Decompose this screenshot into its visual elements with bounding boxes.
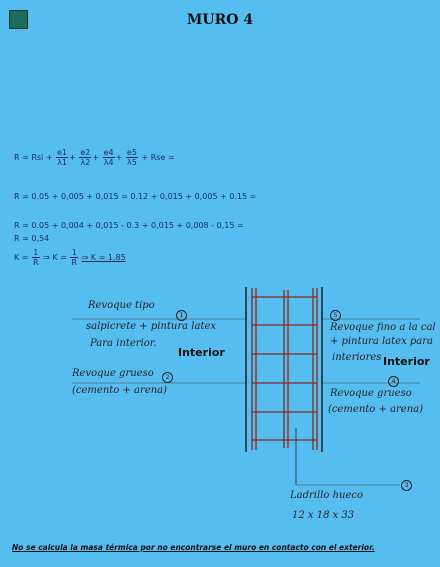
formula-line-3: R = 0,54 — [14, 234, 50, 243]
label-left-interior: Interior — [178, 346, 225, 359]
formula-k: K = $\frac{1}{R}$ ⇒ K = $\frac{1}{R}$ ⇒ K = 1,85 — [14, 248, 126, 267]
label-right-interior: Interior — [383, 355, 430, 368]
fraction-term-4: $\frac{e4}{\lambda 4}$ — [103, 148, 114, 167]
callout-5: 5 — [330, 310, 341, 321]
fraction-k-1: $\frac{1}{R}$ — [33, 248, 39, 267]
callout-2: 2 — [162, 372, 173, 383]
label-brick-line1: Ladrillo hueco — [290, 490, 363, 501]
fraction-term-1: $\frac{e1}{\lambda 1}$ — [57, 148, 68, 167]
label-1-line3: Para interior. — [90, 338, 157, 349]
formula-lhs: R = Rsi + — [14, 153, 53, 162]
fraction-k-2: $\frac{1}{R}$ — [71, 248, 78, 267]
k-result: ⇒ K = 1,85 — [81, 253, 126, 262]
callout-3: 3 — [401, 480, 412, 491]
brick-verticals — [252, 288, 317, 450]
label-1-line1: Revoque tipo — [88, 300, 155, 311]
label-2-line2: (cemento + arena) — [72, 385, 167, 396]
page-title: MURO 4 — [186, 12, 254, 28]
formula-line-2: R = 0.05 + 0,004 + 0,015 - 0.3 + 0,015 + 0,008 - 0,15 = — [14, 221, 244, 230]
formula-r-definition: R = Rsi + $\frac{e1}{\lambda 1}$ + $\frac{e2}{\lambda 2}$ + $\frac{e4}{\lambda 4}$ + $\frac{e5}{\lambda 5}$ + Rse = — [14, 148, 175, 167]
fraction-term-5: $\frac{e5}{\lambda 5}$ — [126, 148, 137, 167]
label-5-line2: + pintura latex para — [330, 336, 433, 347]
label-5-line3: interiores — [332, 352, 382, 363]
formula-line-1: R = 0.05 + 0,005 + 0,015 = 0.12 + 0,015 + 0,005 + 0.15 = — [14, 192, 257, 201]
formula-rhs: + Rse = — [141, 153, 175, 162]
fraction-term-2: $\frac{e2}{\lambda 2}$ — [80, 148, 91, 167]
footer-note: No se calcula la masa térmica por no encontrarse el muro en contacto con el exterior. — [12, 543, 375, 552]
label-brick-line2: 12 x 18 x 33 — [292, 510, 355, 521]
label-2-line1: Revoque grueso — [72, 368, 154, 379]
callout-4: 4 — [388, 376, 399, 387]
label-4-line1: Revoque grueso — [330, 388, 412, 399]
callout-1: 1 — [176, 310, 187, 321]
label-4-line2: (cemento + arena) — [328, 404, 423, 415]
label-5-line1: Revoque fino a la cal — [330, 322, 436, 333]
label-1-line2: salpicrete + pintura latex — [86, 321, 217, 332]
